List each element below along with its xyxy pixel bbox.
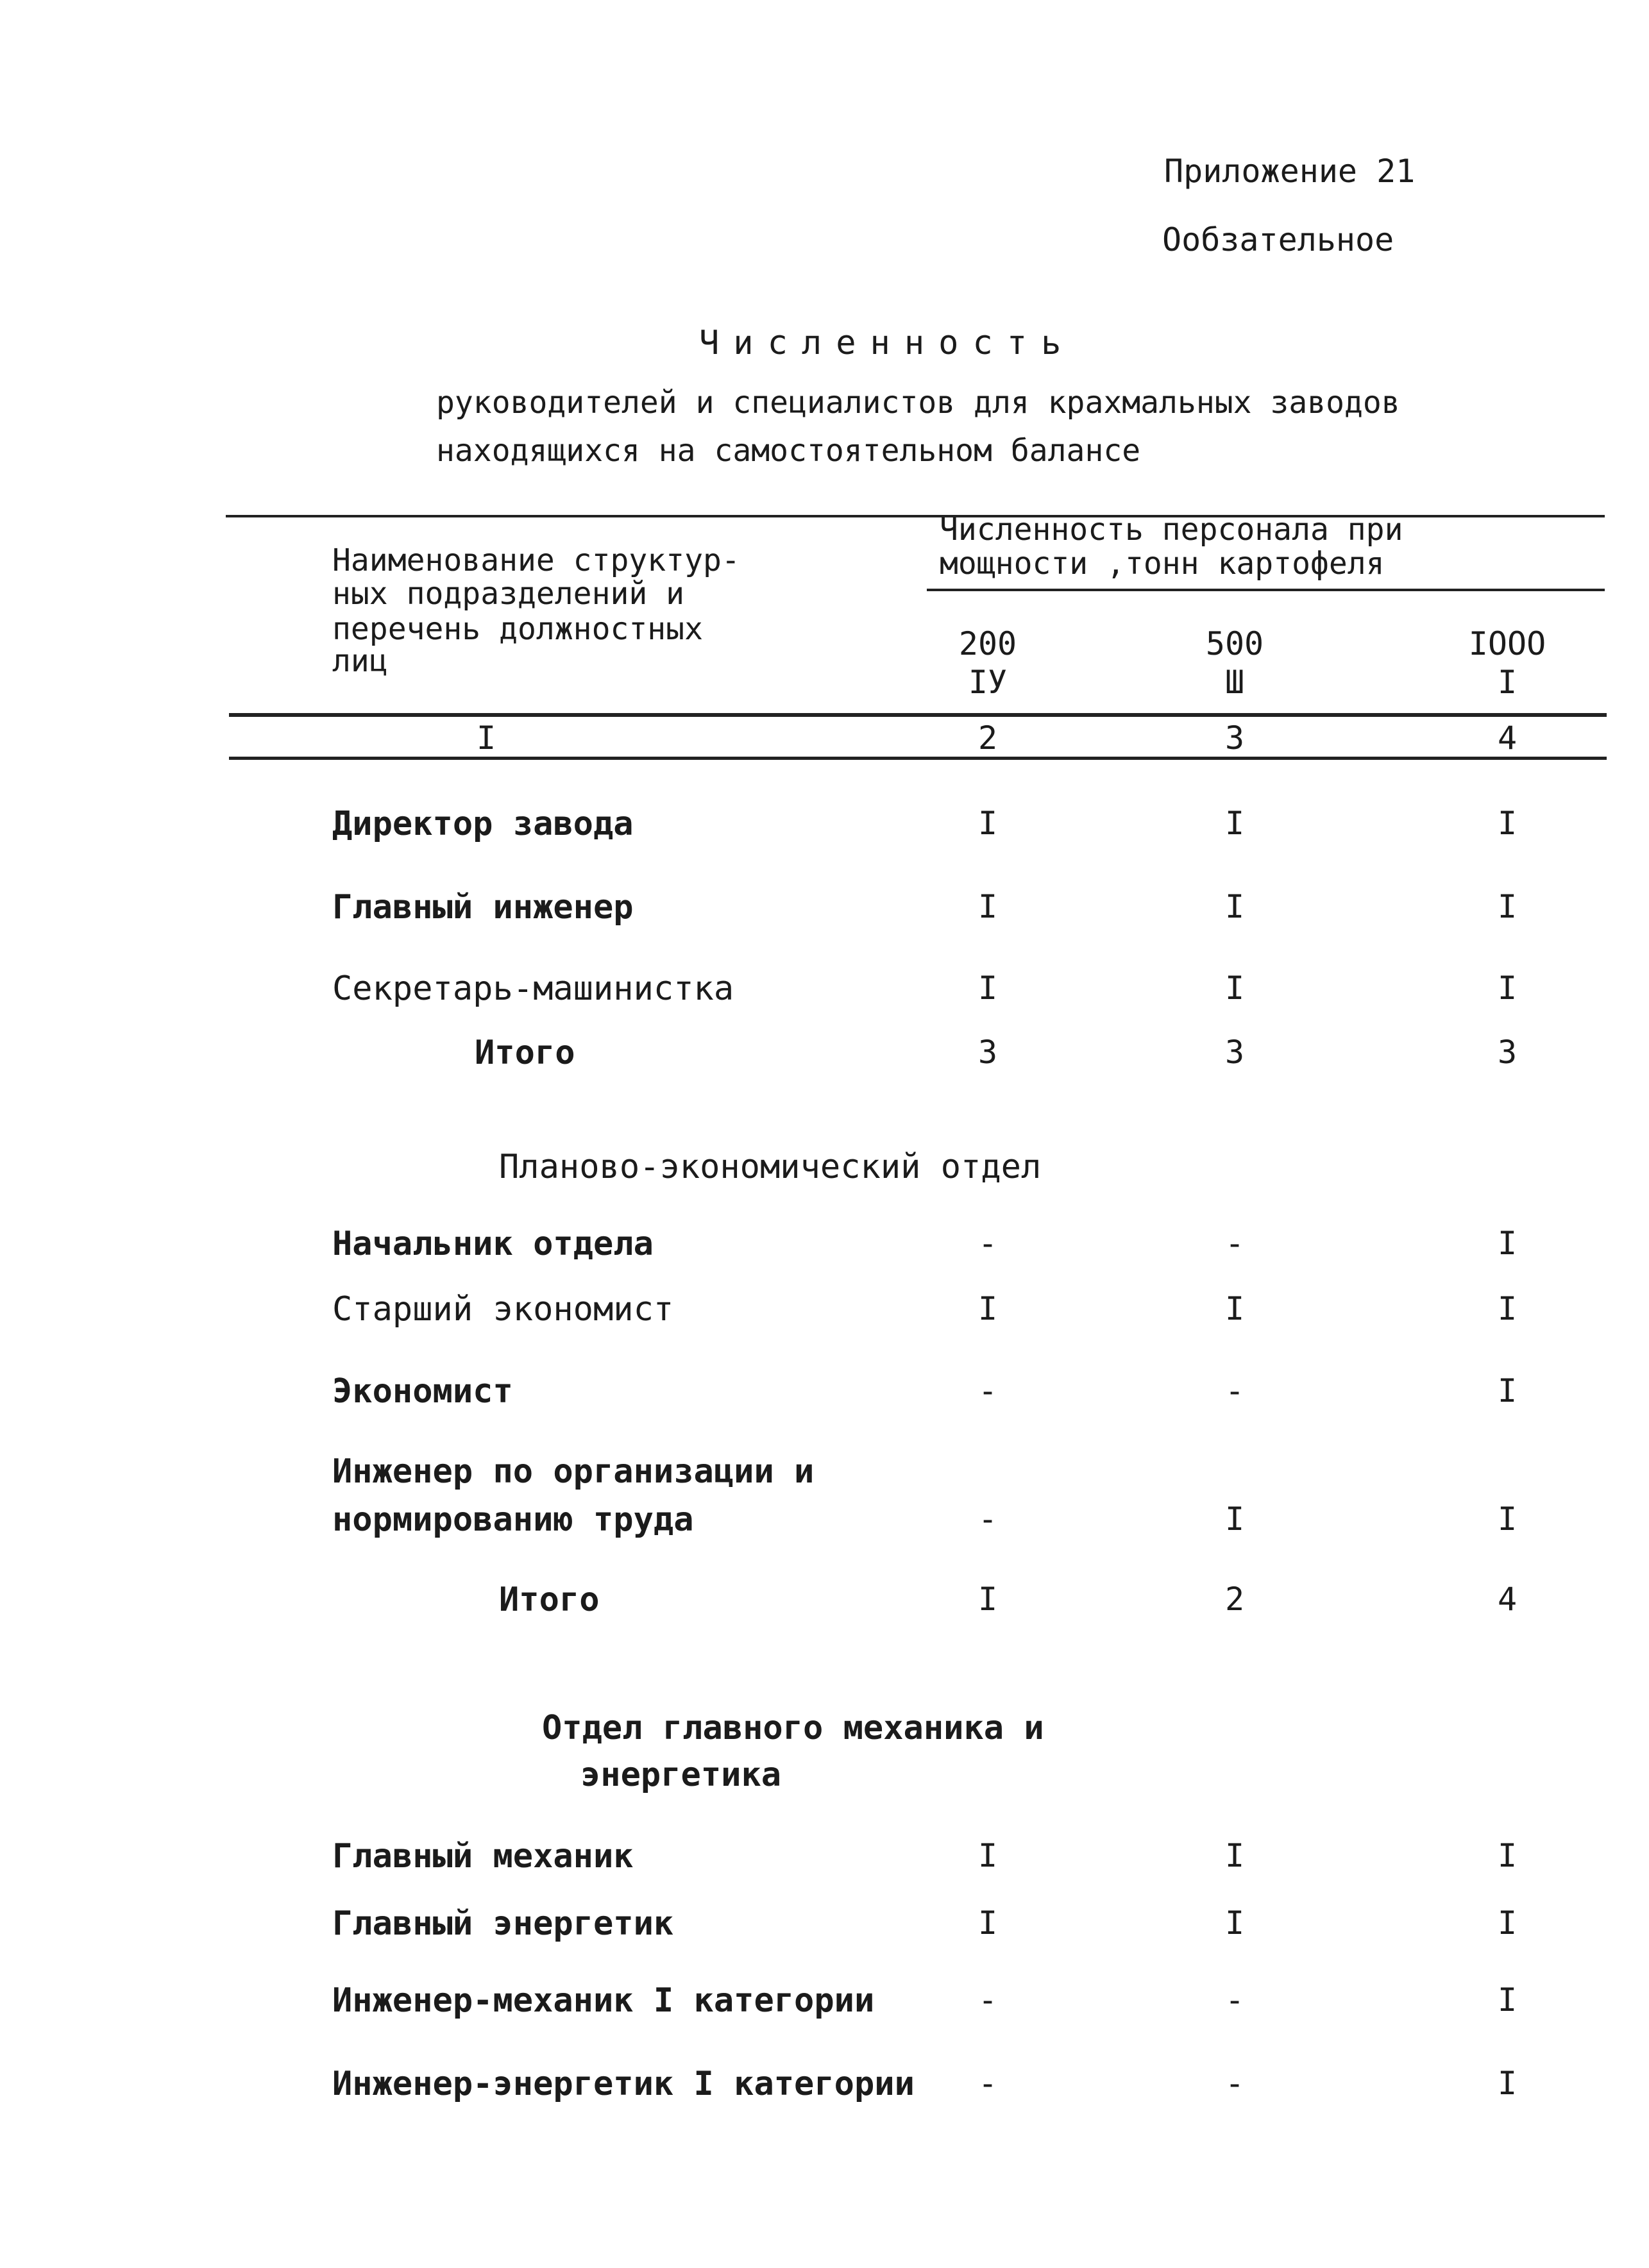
row-value-200: I: [977, 1837, 998, 1874]
row-value-500: 3: [1224, 1034, 1245, 1071]
row-value-1000: I: [1497, 1225, 1518, 1262]
row-value-500: I: [1224, 970, 1245, 1007]
row-label: Секретарь-машинистка: [332, 970, 734, 1008]
row-value-1000: I: [1497, 2065, 1518, 2102]
appendix-number: Приложение 21: [1164, 153, 1416, 190]
row-label: Начальник отдела: [332, 1225, 654, 1263]
row-value-1000: I: [1497, 1837, 1518, 1874]
subtitle-line-2: находящихся на самостоятельном балансе: [436, 433, 1141, 469]
col-number-4: 4: [1497, 719, 1518, 757]
row-label: Старший экономист: [332, 1290, 674, 1329]
capacity-1000-category: I: [1497, 664, 1518, 701]
section-title: Планово-экономический отдел: [499, 1148, 1042, 1186]
row-value-200: I: [977, 1581, 998, 1618]
row-value-200: I: [977, 805, 998, 842]
col-number-3: 3: [1224, 719, 1245, 757]
appendix-status: Ообзательное: [1162, 221, 1394, 258]
row-value-500: I: [1224, 1500, 1245, 1538]
row-value-500: -: [1224, 1372, 1245, 1409]
total-label: Итого: [475, 1034, 575, 1072]
row-value-1000: I: [1497, 1500, 1518, 1538]
row-value-1000: 3: [1497, 1034, 1518, 1071]
col-numbers-rule: [229, 757, 1607, 760]
header-bottom-rule: [229, 713, 1607, 717]
row-label: Экономист: [332, 1372, 513, 1411]
row-value-500: I: [1224, 805, 1245, 842]
row-value-500: I: [1224, 888, 1245, 925]
capacity-500: 500: [1205, 625, 1264, 662]
row-value-200: I: [977, 1290, 998, 1327]
capacity-500-category: Ш: [1224, 664, 1245, 701]
section-title-continued: энергетика: [580, 1756, 782, 1794]
group-header-line-1: Численность персонала при: [940, 512, 1403, 548]
row-value-200: -: [977, 1981, 998, 2019]
row-value-200: I: [977, 970, 998, 1007]
section-title: Отдел главного механика и: [542, 1709, 1044, 1747]
row-value-500: I: [1224, 1904, 1245, 1942]
row-value-1000: I: [1497, 1904, 1518, 1942]
row-value-200: -: [977, 1500, 998, 1538]
col-number-2: 2: [977, 719, 998, 757]
row-label: Инженер по организации и: [332, 1452, 815, 1491]
capacity-1000: IOOO: [1468, 625, 1546, 662]
row-value-200: 3: [977, 1034, 998, 1071]
col1-header-line-2: ных подразделений и: [332, 576, 685, 612]
capacity-200-category: IУ: [968, 664, 1008, 701]
group-header-rule: [927, 589, 1605, 591]
col1-header-line-4: лиц: [332, 643, 388, 679]
row-value-1000: I: [1497, 1290, 1518, 1327]
col1-header-line-1: Наименование структур-: [332, 542, 740, 578]
row-value-200: -: [977, 1372, 998, 1409]
group-header-line-2: мощности ,тонн картофеля: [940, 546, 1385, 582]
total-label: Итого: [499, 1581, 600, 1619]
row-value-1000: I: [1497, 888, 1518, 925]
row-label: Главный энергетик: [332, 1904, 674, 1943]
col1-header-line-3: перечень должностных: [332, 611, 703, 647]
row-value-500: I: [1224, 1290, 1245, 1327]
row-value-500: -: [1224, 1225, 1245, 1262]
row-value-1000: I: [1497, 1981, 1518, 2019]
row-value-200: -: [977, 2065, 998, 2102]
row-label: Инженер-энергетик I категории: [332, 2065, 915, 2103]
row-value-1000: I: [1497, 805, 1518, 842]
row-value-500: -: [1224, 1981, 1245, 2019]
row-label: Инженер-механик I категории: [332, 1981, 875, 2020]
row-value-1000: 4: [1497, 1581, 1518, 1618]
row-value-1000: I: [1497, 1372, 1518, 1409]
row-value-500: I: [1224, 1837, 1245, 1874]
row-label: Директор завода: [332, 805, 634, 843]
capacity-200: 200: [958, 625, 1017, 662]
row-value-200: I: [977, 1904, 998, 1942]
row-value-500: -: [1224, 2065, 1245, 2102]
row-label: Главный инженер: [332, 888, 634, 927]
document-title: Численность: [699, 324, 1076, 362]
row-label: Главный механик: [332, 1837, 634, 1876]
row-value-200: I: [977, 888, 998, 925]
row-value-1000: I: [1497, 970, 1518, 1007]
row-value-500: 2: [1224, 1581, 1245, 1618]
row-label-continued: нормированию труда: [332, 1500, 694, 1539]
col-number-1: I: [476, 719, 496, 757]
row-value-200: -: [977, 1225, 998, 1262]
subtitle-line-1: руководителей и специалистов для крахмальных заводов: [436, 385, 1400, 421]
